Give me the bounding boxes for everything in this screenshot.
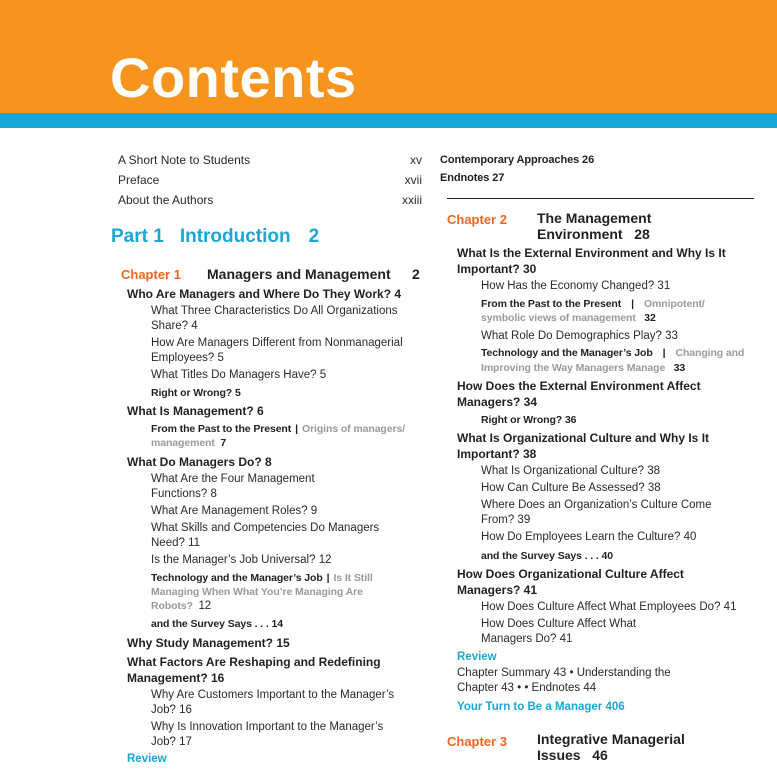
front-matter-page: xv xyxy=(410,153,422,167)
toc-heading: Important? 38 xyxy=(457,447,537,461)
feature-entry[interactable]: Right or Wrong? 36 xyxy=(481,414,577,426)
toc-entry: Functions? 8 xyxy=(151,488,217,500)
feature-entry[interactable] xyxy=(481,346,744,361)
feature-title: From the Past to the Present xyxy=(151,423,292,435)
toc-heading: Managers? 41 xyxy=(457,583,538,597)
toc-entry: Share? 4 xyxy=(151,320,198,332)
front-matter-item[interactable]: A Short Note to Students xyxy=(118,153,251,167)
toc-entry[interactable]: How Do Employees Learn the Culture? 40 xyxy=(481,531,697,543)
toc-entry: Managers Do? 41 xyxy=(481,633,573,645)
toc-entry[interactable]: Contemporary Approaches 26 xyxy=(440,154,595,166)
toc-entry: Job? 16 xyxy=(151,704,192,716)
feature-title: Technology and the Manager’s Job xyxy=(151,572,323,584)
toc-entry[interactable]: How Has the Economy Changed? 31 xyxy=(481,280,671,292)
your-turn-link[interactable]: Your Turn to Be a Manager 406 xyxy=(457,701,625,713)
feature-subtitle: Robots? xyxy=(151,600,193,612)
chapter-title-cont[interactable] xyxy=(537,747,608,764)
feature-title: From the Past to the Present xyxy=(481,298,622,310)
toc-heading: Management? 16 xyxy=(127,671,225,685)
chapter-title[interactable]: Managers and Management xyxy=(207,266,391,282)
review-link[interactable]: Review xyxy=(457,651,497,663)
header-accent-bar xyxy=(0,113,777,128)
feature-subtitle: symbolic views of management xyxy=(481,312,636,324)
front-matter-page: xxiii xyxy=(402,193,422,207)
toc-entry[interactable]: What Three Characteristics Do All Organizations xyxy=(151,305,398,317)
feature-entry[interactable]: and the Survey Says . . . 40 xyxy=(481,550,614,562)
chapter-title-cont[interactable] xyxy=(537,226,650,243)
chapter-title[interactable]: The Management xyxy=(537,210,652,226)
feature-subtitle: Omnipotent/ xyxy=(644,298,705,310)
toc-entry[interactable]: Why Is Innovation Important to the Manager’s xyxy=(151,721,384,733)
feature-entry-cont xyxy=(151,599,211,614)
chapter-page: 2 xyxy=(412,266,420,282)
toc-entry[interactable]: Chapter 43 • • Endnotes 44 xyxy=(457,682,597,694)
toc-entry[interactable]: How Does Culture Affect What xyxy=(481,618,637,630)
feature-title: Technology and the Manager’s Job xyxy=(481,347,653,359)
toc-entry[interactable]: What Role Do Demographics Play? 33 xyxy=(481,330,678,342)
chapter-title-text: Issues xyxy=(537,747,581,763)
toc-entry[interactable]: What Is Organizational Culture? 38 xyxy=(481,465,660,477)
toc-entry[interactable]: What Titles Do Managers Have? 5 xyxy=(151,369,327,381)
toc-entry[interactable]: How Can Culture Be Assessed? 38 xyxy=(481,482,661,494)
toc-entry[interactable]: Is the Manager’s Job Universal? 12 xyxy=(151,554,332,566)
feature-page: 12 xyxy=(198,600,212,612)
toc-entry[interactable]: How Are Managers Different from Nonmanagerial xyxy=(151,337,403,349)
feature-subtitle: management xyxy=(151,437,215,449)
toc-heading[interactable]: Why Study Management? 15 xyxy=(127,636,290,650)
chapter-page: 28 xyxy=(634,226,650,242)
chapter-title[interactable]: Integrative Managerial xyxy=(537,731,685,747)
toc-heading[interactable]: Who Are Managers and Where Do They Work? 4 xyxy=(127,287,402,301)
feature-separator: | xyxy=(631,298,634,310)
toc-entry[interactable]: Why Are Customers Important to the Manager’s xyxy=(151,689,395,701)
feature-separator: | xyxy=(326,572,330,584)
feature-separator: | xyxy=(662,347,666,359)
front-matter-page: xvii xyxy=(404,173,422,187)
chapter-label: Chapter 1 xyxy=(121,267,181,282)
toc-entry: Job? 17 xyxy=(151,736,192,748)
feature-entry[interactable]: Right or Wrong? 5 xyxy=(151,387,241,399)
review-link[interactable]: Review xyxy=(127,753,167,765)
part-heading[interactable] xyxy=(111,226,319,248)
toc-entry: From? 39 xyxy=(481,514,531,526)
chapter-label: Chapter 2 xyxy=(447,212,507,227)
feature-page: 33 xyxy=(673,362,686,374)
toc-heading[interactable]: What Factors Are Reshaping and Redefining xyxy=(127,655,381,669)
toc-heading[interactable]: What Is Organizational Culture and Why Is It xyxy=(457,431,710,445)
feature-page: 7 xyxy=(220,437,227,449)
part-page: 2 xyxy=(308,226,320,247)
divider xyxy=(447,198,754,199)
feature-entry[interactable]: and the Survey Says . . . 14 xyxy=(151,618,284,630)
toc-heading[interactable]: What Is the External Environment and Why Is It xyxy=(457,246,726,260)
part-title: Introduction xyxy=(179,226,291,247)
toc-entry[interactable]: How Does Culture Affect What Employees Do? 41 xyxy=(481,601,737,613)
feature-entry[interactable] xyxy=(151,422,405,437)
chapter-page: 46 xyxy=(592,747,608,763)
part-label: Part 1 xyxy=(111,226,164,247)
feature-entry-cont xyxy=(481,361,685,376)
front-matter-item[interactable]: About the Authors xyxy=(118,193,214,207)
toc-entry[interactable]: Chapter Summary 43 • Understanding the xyxy=(457,667,671,679)
feature-entry[interactable] xyxy=(481,297,705,312)
toc-heading: Managers? 34 xyxy=(457,395,538,409)
chapter-title-text: Environment xyxy=(537,226,623,242)
toc-heading[interactable]: How Does Organizational Culture Affect xyxy=(457,567,684,581)
feature-subtitle: Origins of managers/ xyxy=(302,423,406,435)
feature-separator: | xyxy=(295,423,298,435)
feature-page: 32 xyxy=(644,312,656,324)
toc-heading: Important? 30 xyxy=(457,262,537,276)
front-matter-item[interactable]: Preface xyxy=(118,173,160,187)
feature-entry[interactable] xyxy=(151,571,373,586)
toc-entry[interactable]: What Skills and Competencies Do Managers xyxy=(151,522,380,534)
toc-entry: Need? 11 xyxy=(151,537,201,549)
toc-heading[interactable]: What Do Managers Do? 8 xyxy=(127,455,272,469)
toc-entry[interactable]: Endnotes 27 xyxy=(440,172,505,184)
toc-heading[interactable]: What Is Management? 6 xyxy=(127,404,264,418)
toc-entry[interactable]: What Are the Four Management xyxy=(151,473,315,485)
feature-entry-cont xyxy=(151,436,226,451)
feature-subtitle: Is It Still xyxy=(333,572,373,584)
feature-subtitle: Changing and xyxy=(675,347,745,359)
feature-entry-cont xyxy=(481,311,656,326)
chapter-label: Chapter 3 xyxy=(447,734,507,749)
toc-entry[interactable]: What Are Management Roles? 9 xyxy=(151,505,318,517)
toc-heading[interactable]: How Does the External Environment Affect xyxy=(457,379,701,393)
feature-subtitle: Managing When What You’re Managing Are xyxy=(151,586,363,598)
toc-entry[interactable]: Where Does an Organization’s Culture Come xyxy=(481,499,712,511)
toc-entry: Employees? 5 xyxy=(151,352,224,364)
page-title: Contents xyxy=(110,46,357,109)
feature-subtitle: Improving the Way Managers Manage xyxy=(481,362,666,374)
